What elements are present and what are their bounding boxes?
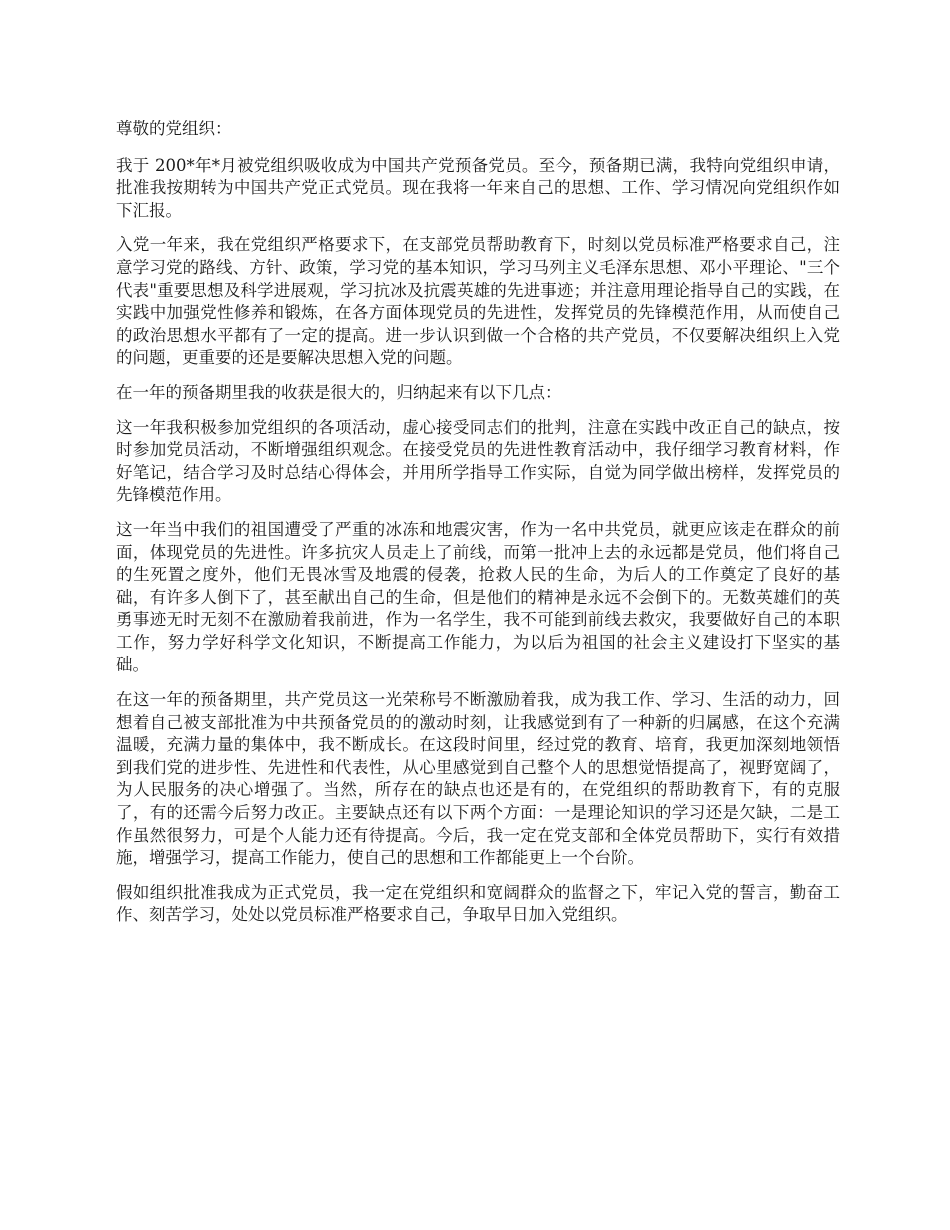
paragraph-1: 我于 200*年*月被党组织吸收成为中国共产党预备党员。至今，预备期已满，我特向党组织申请，批准我按期转为中国共产党正式党员。现在我将一年来自己的思想、工作、学习情况向党组织作如下汇报。 <box>116 155 840 220</box>
paragraph-3: 在一年的预备期里我的收获是很大的，归纳起来有以下几点： <box>116 382 562 402</box>
document-body <box>116 118 840 939</box>
salutation: 尊敬的党组织： <box>116 119 232 138</box>
paragraph-5: 这一年当中我们的祖国遭受了严重的冰冻和地震灾害，作为一名中共党员，就更应该走在群众的前面，体现党员的先进性。许多抗灾人员走上了前线，而第一批冲上去的永远都是党员，他们将自己的生死置之度外，他们无畏冰雪及地震的侵袭，抢救人民的生命，为后人的工作奠定了良好的基础，有许多人倒下了，甚至献出自己的生命，但是他们的精神是永远不会倒下的。无数英雄们的英勇事迹无时无刻不在激励着我前进，作为一名学生，我不可能到前线去救灾，我要做好自己的本职工作，努力学好科学文化知识，不断提高工作能力，为以后为祖国的社会主义建设打下坚实的基础。 <box>116 519 840 675</box>
paragraph-6: 在这一年的预备期里，共产党员这一光荣称号不断激励着我，成为我工作、学习、生活的动力，回想着自己被支部批准为中共预备党员的的激动时刻，让我感觉到有了一种新的归属感，在这个充满温暖，充满力量的集体中，我不断成长。在这段时间里，经过党的教育、培育，我更加深刻地领悟到我们党的进步性、先进性和代表性，从心里感觉到自己整个人的思想觉悟提高了，视野宽阔了，为人民服务的决心增强了。当然，所存在的缺点也还是有的，在党组织的帮助教育下，有的克服了，有的还需今后努力改正。主要缺点还有以下两个方面：一是理论知识的学习还是欠缺，二是工作虽然很努力，可是个人能力还有待提高。今后，我一定在党支部和全体党员帮助下，实行有效措施，增强学习，提高工作能力，使自己的思想和工作都能更上一个台阶。 <box>116 690 840 868</box>
paragraph-4: 这一年我积极参加党组织的各项活动，虚心接受同志们的批判，注意在实践中改正自己的缺点，按时参加党员活动，不断增强组织观念。在接受党员的先进性教育活动中，我仔细学习教育材料，作好笔记，结合学习及时总结心得体会，并用所学指导工作实际，自觉为同学做出榜样，发挥党员的先锋模范作用。 <box>116 417 840 505</box>
paragraph-2: 入党一年来，我在党组织严格要求下，在支部党员帮助教育下，时刻以党员标准严格要求自己，注意学习党的路线、方针、政策，学习党的基本知识，学习马列主义毛泽东思想、邓小平理论、"三个代表"重要思想及科学进展观，学习抗冰及抗震英雄的先进事迹；并注意用理论指导自己的实践，在实践中加强党性修养和锻炼，在各方面体现党员的先进性，发挥党员的先锋模范作用，从而使自己的政治思想水平都有了一定的提高。进一步认识到做一个合格的共产党员，不仅要解决组织上入党的问题，更重要的还是要解决思想入党的问题。 <box>116 235 840 368</box>
paragraph-7: 假如组织批准我成为正式党员，我一定在党组织和宽阔群众的监督之下，牢记入党的誓言，勤奋工作、刻苦学习，处处以党员标准严格要求自己，争取早日加入党组织。 <box>116 882 840 925</box>
